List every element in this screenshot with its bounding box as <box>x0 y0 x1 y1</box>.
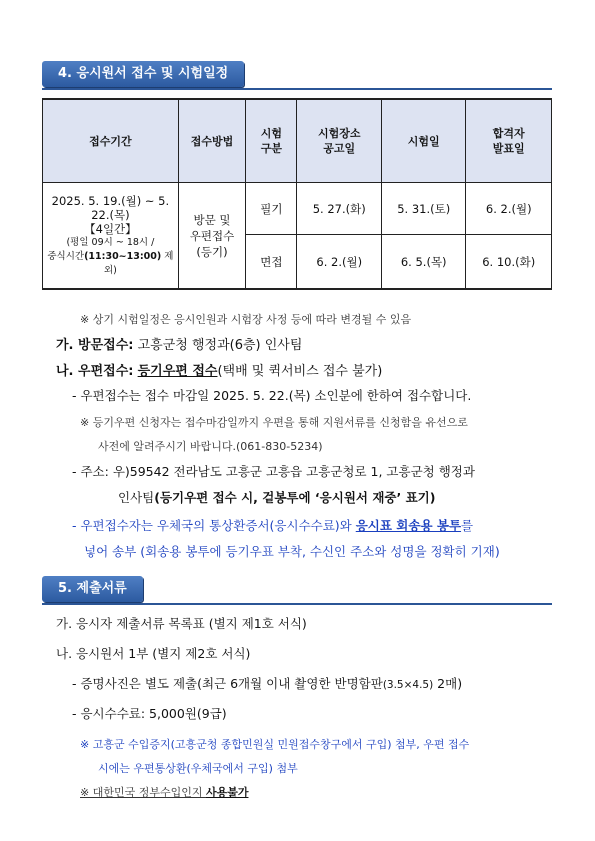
venue-date-interview: 6. 2.(월) <box>297 235 381 290</box>
header-result-date: 합격자 발표일 <box>466 99 552 183</box>
docs-fee-note-line-1: ※ 고흥군 수입증지(고흥군청 종합민원실 민원접수창구에서 구입) 첨부, 우편 접수 <box>80 738 470 751</box>
result-date-written: 6. 2.(월) <box>466 183 552 235</box>
exam-date-written: 5. 31.(토) <box>381 183 465 235</box>
exam-type-written: 필기 <box>246 183 297 235</box>
docs-fee-note-line-2: 시에는 우편통상환(우체국에서 구입) 첨부 <box>98 762 298 775</box>
section-5-heading: 5. 제출서류 <box>42 576 143 602</box>
section-4-heading: 4. 응시원서 접수 및 시험일정 <box>42 61 244 87</box>
exam-type-interview: 면접 <box>246 235 297 290</box>
visit-application: 가. 방문접수: 고흥군청 행정과(6층) 인사팀 <box>56 338 303 353</box>
docs-photo: - 증명사진은 별도 제출(최근 6개월 이내 촬영한 반명함판(3.5×4.5) 2매) <box>72 676 463 691</box>
mail-envelope-line-2: 넣어 송부 (회송용 봉투에 등기우표 부착, 수신인 주소와 성명을 정확히 기재) <box>84 544 500 559</box>
header-exam-type: 시험 구분 <box>246 99 297 183</box>
header-period: 접수기간 <box>43 99 179 183</box>
docs-item-b: 나. 응시원서 1부 (별지 제2호 서식) <box>56 646 251 661</box>
docs-fee: - 응시수수료: 5,000원(9급) <box>72 706 227 721</box>
mail-deadline: - 우편접수는 접수 마감일 2025. 5. 22.(목) 소인분에 한하여 접수합니다. <box>72 388 472 403</box>
header-venue-date: 시험장소 공고일 <box>297 99 381 183</box>
exam-date-interview: 6. 5.(목) <box>381 235 465 290</box>
method-cell: 방문 및 우편접수 (등기) <box>178 183 245 290</box>
docs-stamp-note: ※ 대한민국 정부수입인지 사용불가 <box>80 786 249 799</box>
mail-application: 나. 우편접수: 등기우편 접수(택배 및 퀵서비스 접수 불가) <box>56 364 383 379</box>
schedule-table <box>42 98 552 290</box>
section-4-rule <box>42 88 552 90</box>
period-cell: 2025. 5. 19.(월) ~ 5. 22.(목) 【4일간】 (평일 09시 ~ 18시 / 중식시간(11:30~13:00) 제외) <box>43 183 179 290</box>
mail-address-line-2: 인사팀(등기우편 접수 시, 겉봉투에 ‘응시원서 재중’ 표기) <box>118 490 436 505</box>
schedule-note: ※ 상기 시험일정은 응시인원과 시험장 사정 등에 따라 변경될 수 있음 <box>80 313 412 326</box>
mail-note-line-2: 사전에 알려주시기 바랍니다.(061-830-5234) <box>98 440 323 453</box>
table-row <box>43 183 552 235</box>
header-method: 접수방법 <box>178 99 245 183</box>
section-5-rule <box>42 603 552 605</box>
result-date-interview: 6. 10.(화) <box>466 235 552 290</box>
mail-address-line-1: - 주소: 우)59542 전라남도 고흥군 고흥읍 고흥군청로 1, 고흥군청 행정과 <box>72 464 475 479</box>
docs-item-a: 가. 응시자 제출서류 목록표 (별지 제1호 서식) <box>56 616 307 631</box>
mail-envelope-line-1: - 우편접수자는 우체국의 통상환증서(응시수수료)와 응시표 회송용 봉투를 <box>72 518 474 533</box>
table-header-row <box>43 99 552 183</box>
header-exam-date: 시험일 <box>381 99 465 183</box>
venue-date-written: 5. 27.(화) <box>297 183 381 235</box>
mail-note-line-1: ※ 등기우편 신청자는 접수마감일까지 우편을 통해 지원서류를 신청함을 유선으로 <box>80 416 468 429</box>
